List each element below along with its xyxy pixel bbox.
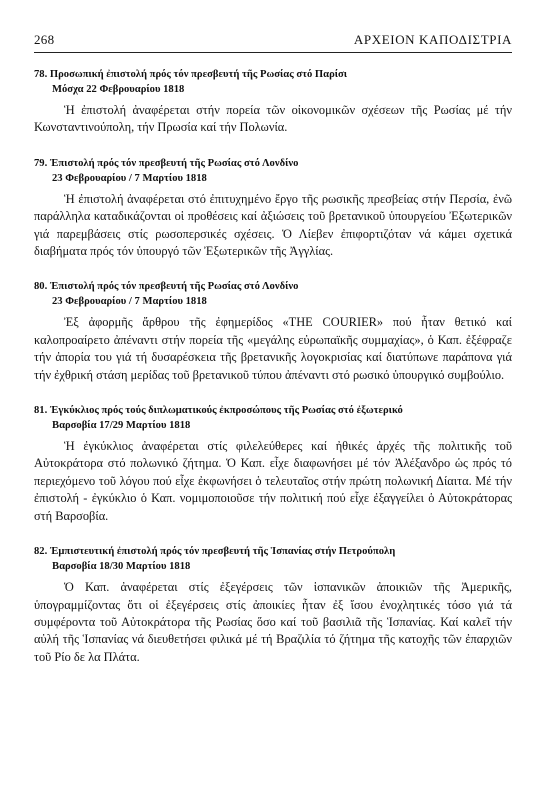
entry-heading: [34, 67, 512, 97]
entry-title: 78. Προσωπική ἐπιστολή πρός τόν πρεσβευτή τῆς Ρωσίας στό Παρίσι: [34, 69, 348, 80]
header-rule: [34, 52, 512, 53]
entry-date: 23 Φεβρουαρίου / 7 Μαρτίου 1818: [52, 172, 207, 184]
entry-81: [34, 403, 512, 525]
entry-heading: [34, 403, 512, 433]
entry-title: 80. Ἐπιστολή πρός τόν πρεσβευτή τῆς Ρωσίας στό Λονδίνο: [34, 281, 299, 293]
entry-date: Βαρσοβία 17/29 Μαρτίου 1818: [52, 420, 191, 432]
entry-heading: [34, 544, 512, 574]
entry-title: 82. Ἐμπιστευτική ἐπιστολή πρός τόν πρεσβευτή τῆς Ἱσπανίας στήν Πετρούπολη: [34, 546, 396, 558]
entry-date: 23 Φεβρουαρίου / 7 Μαρτίου 1818: [52, 296, 207, 308]
entry-summary: Ἡ ἐπιστολή ἀναφέρεται στό ἐπιτυχημένο ἔργο τῆς ρωσικῆς πρεσβείας στήν Περσία, ἐνῶ παράλληλα καταδικάζονται οἱ προθέσεις καί ἀξιώσεις τοῦ βρετανικοῦ ὑπουργείου Ἐξωτερικῶν γιά παρεμβάσεις στίς ρωσοπερσικές σχέσεις. Ὁ Λίεβεν ἐπιφορτιζόταν νά κάμει σχετικά διαβήματα πρός τόν ὑπουργό τῶν Ἐξωτερικῶν τῆς Ἀγγλίας.: [34, 191, 512, 259]
entry-date: Μόσχα 22 Φεβρουαρίου 1818: [52, 84, 185, 95]
entry-78: [34, 67, 512, 137]
entry-title: 81. Ἐγκύκλιος πρός τούς διπλωματικούς ἐκπροσώπους τῆς Ρωσίας στό ἐξωτερικό: [34, 405, 403, 417]
entry-80: [34, 279, 512, 384]
running-header: [34, 32, 512, 48]
entry-date: Βαρσοβία 18/30 Μαρτίου 1818: [52, 561, 191, 573]
entry-summary: Ἡ ἐγκύκλιος ἀναφέρεται στίς φιλελεύθερες καί ἠθικές ἀρχές τῆς πολιτικῆς τοῦ Αὐτοκράτορα στό πολωνικό ζήτημα. Ὁ Καπ. εἶχε διαφωνήσει μέ τόν Ἀλέξανδρο ὡς πρός τό περιεχόμενο τοῦ λόγου πού εἶχε ἐκφωνήσει ὁ τελευταῖος στήν πρώτη πολωνική Δίαιτα. Μέ τήν ἐπιστολή - ἐγκύκλιο ὁ Καπ. νομιμοποιοῦσε τήν πολιτική πού εἶχε ἐξαγγείλει ὁ Αὐτοκράτορας στή Βαρσοβία.: [34, 439, 512, 523]
page-number: 268: [34, 32, 55, 47]
entry-heading: [34, 156, 512, 186]
entry-summary: Ὁ Καπ. ἀναφέρεται στίς ἐξεγέρσεις τῶν ἱσπανικῶν ἀποικιῶν τῆς Ἀμερικῆς, ὑπογραμμίζοντας ὅτι οἱ ἐξεγέρσεις στίς ἀποικίες ἦταν ἐξ ἴσου ἐνοχλητικές τόσο γιά τά συμφέροντα τοῦ Αὐτοκράτορα τῆς Ρωσίας ὅσο καί τοῦ βασιλιᾶ τῆς Ἱσπανίας. Καί καλεῖ τήν αὐλή τῆς Ἱσπανίας νά διευθετήσει φιλικά μέ τή Βραζιλία τό ζήτημα τῆς κατοχῆς τῶν ἐπαρχιῶν τοῦ Ρίο δε λα Πλάτα.: [34, 580, 512, 664]
entry-title: 79. Ἐπιστολή πρός τόν πρεσβευτή τῆς Ρωσίας στό Λονδίνο: [34, 157, 299, 169]
entry-79: [34, 156, 512, 261]
running-title: ΑΡΧΕΙΟΝ ΚΑΠΟΔΙΣΤΡΙΑ: [353, 32, 512, 47]
entry-heading: [34, 279, 512, 309]
entry-82: [34, 544, 512, 666]
entry-summary: Ἡ ἐπιστολή ἀναφέρεται στήν πορεία τῶν οἰκονομικῶν σχέσεων τῆς Ρωσίας μέ τήν Κωνσταντινούπολη, τήν Πρωσία καί τήν Πολωνία.: [34, 103, 512, 135]
entry-summary: Ἐξ ἀφορμῆς ἄρθρου τῆς ἐφημερίδος «THE COURIER» πού ἦταν θετικό καί καλοπροαίρετο ἀπέναντι στήν πορεία τῆς «μεγάλης εὐρωπαϊκῆς συμμαχίας», ὁ Καπ. ἐξέφραζε τήν ἀπορία του γιά τή δυσαρέσκεια τῆς βρετανικῆς λογοκρισίας καί διατύπωνε παράπονα γιά τήν ἐχθρική στάση μερίδας τοῦ βρετανικοῦ τύπου ἀπέναντι στό ρωσικό ὑπουργικό συμβούλιο.: [34, 315, 512, 382]
